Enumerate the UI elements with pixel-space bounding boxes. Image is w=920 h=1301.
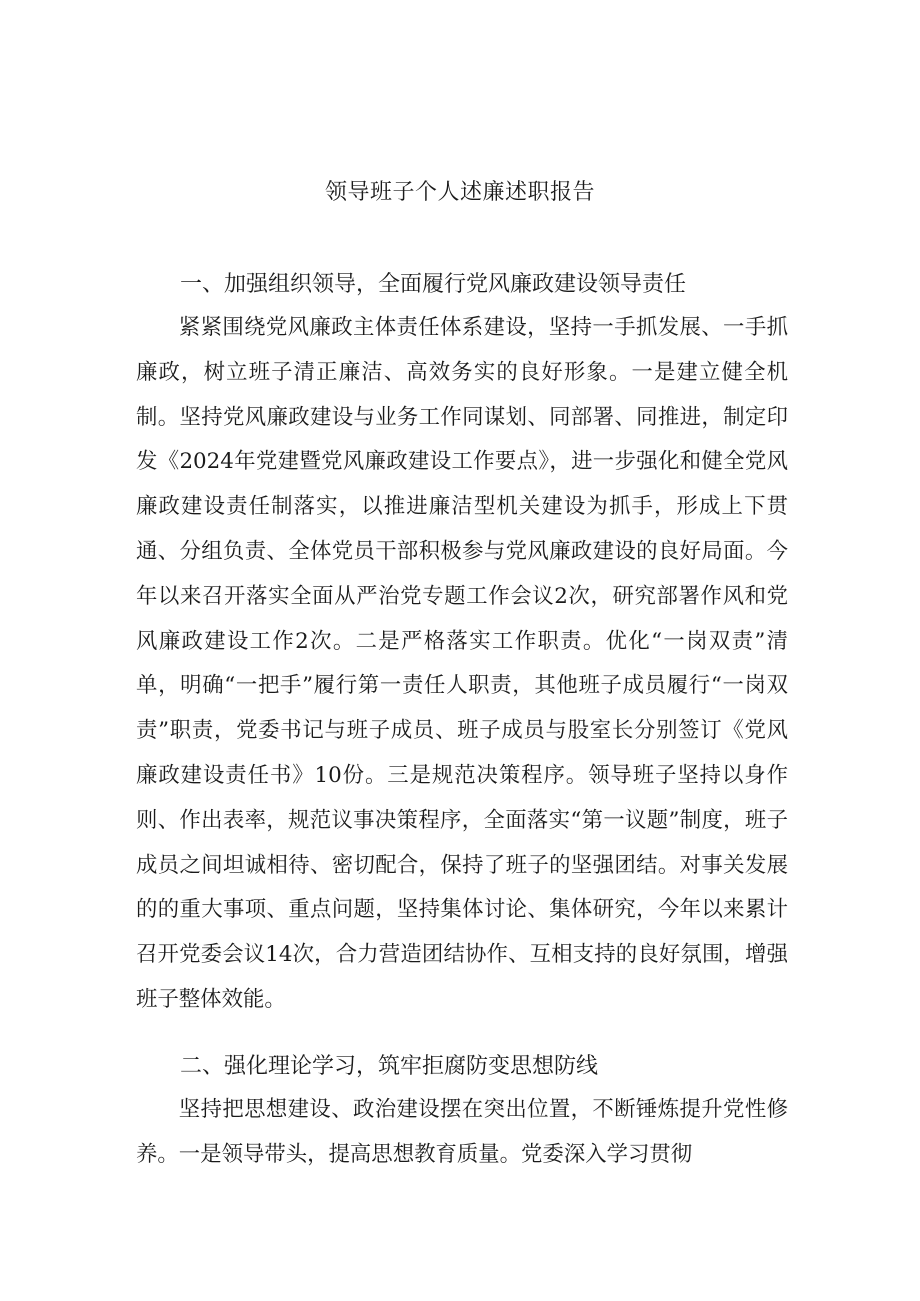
section-paragraph-2: 坚持把思想建设、政治建设摆在突出位置，不断锤炼提升党性修养。一是领导带头，提高思想教育质量。党委深入学习贯彻 [136,1097,788,1167]
section-paragraph-1: 紧紧围绕党风廉政主体责任体系建设，坚持一手抓发展、一手抓廉政，树立班子清正廉洁、高效务实的良好形象。一是建立健全机制。坚持党风廉政建设与业务工作同谋划、同部署、同推进，制定印发《2024年党建暨党风廉政建设工作要点》，进一步强化和健全党风廉政建设责任制落实，以推进廉洁型机关建设为抓手，形成上下贯通、分组负责、全体党员干部积极参与党风廉政建设的良好局面。今年以来召开落实全面从严治党专题工作会议2次，研究部署作风和党风廉政建设工作2次。二是严格落实工作职责。优化“一岗双责”清单，明确“一把手”履行第一责任人职责，其他班子成员履行“一岗双责”职责，党委书记与班子成员、班子成员与股室长分别签订《党风廉政建设责任书》10份。三是规范决策程序。领导班子坚持以身作则、作出表率，规范议事决策程序，全面落实“第一议题”制度，班子成员之间坦诚相待、密切配合，保持了班子的坚强团结。对事关发展的的重大事项、重点问题，坚持集体讨论、集体研究，今年以来累计召开党委会议14次，合力营造团结协作、互相支持的良好氛围，增强班子整体效能。 [136,315,788,1012]
document-title: 领导班子个人述廉述职报告 [324,180,595,205]
section-heading-1: 一、加强组织领导，全面履行党风廉政建设领导责任 [180,272,687,297]
section-heading-2: 二、强化理论学习，筑牢拒腐防变思想防线 [180,1054,599,1079]
